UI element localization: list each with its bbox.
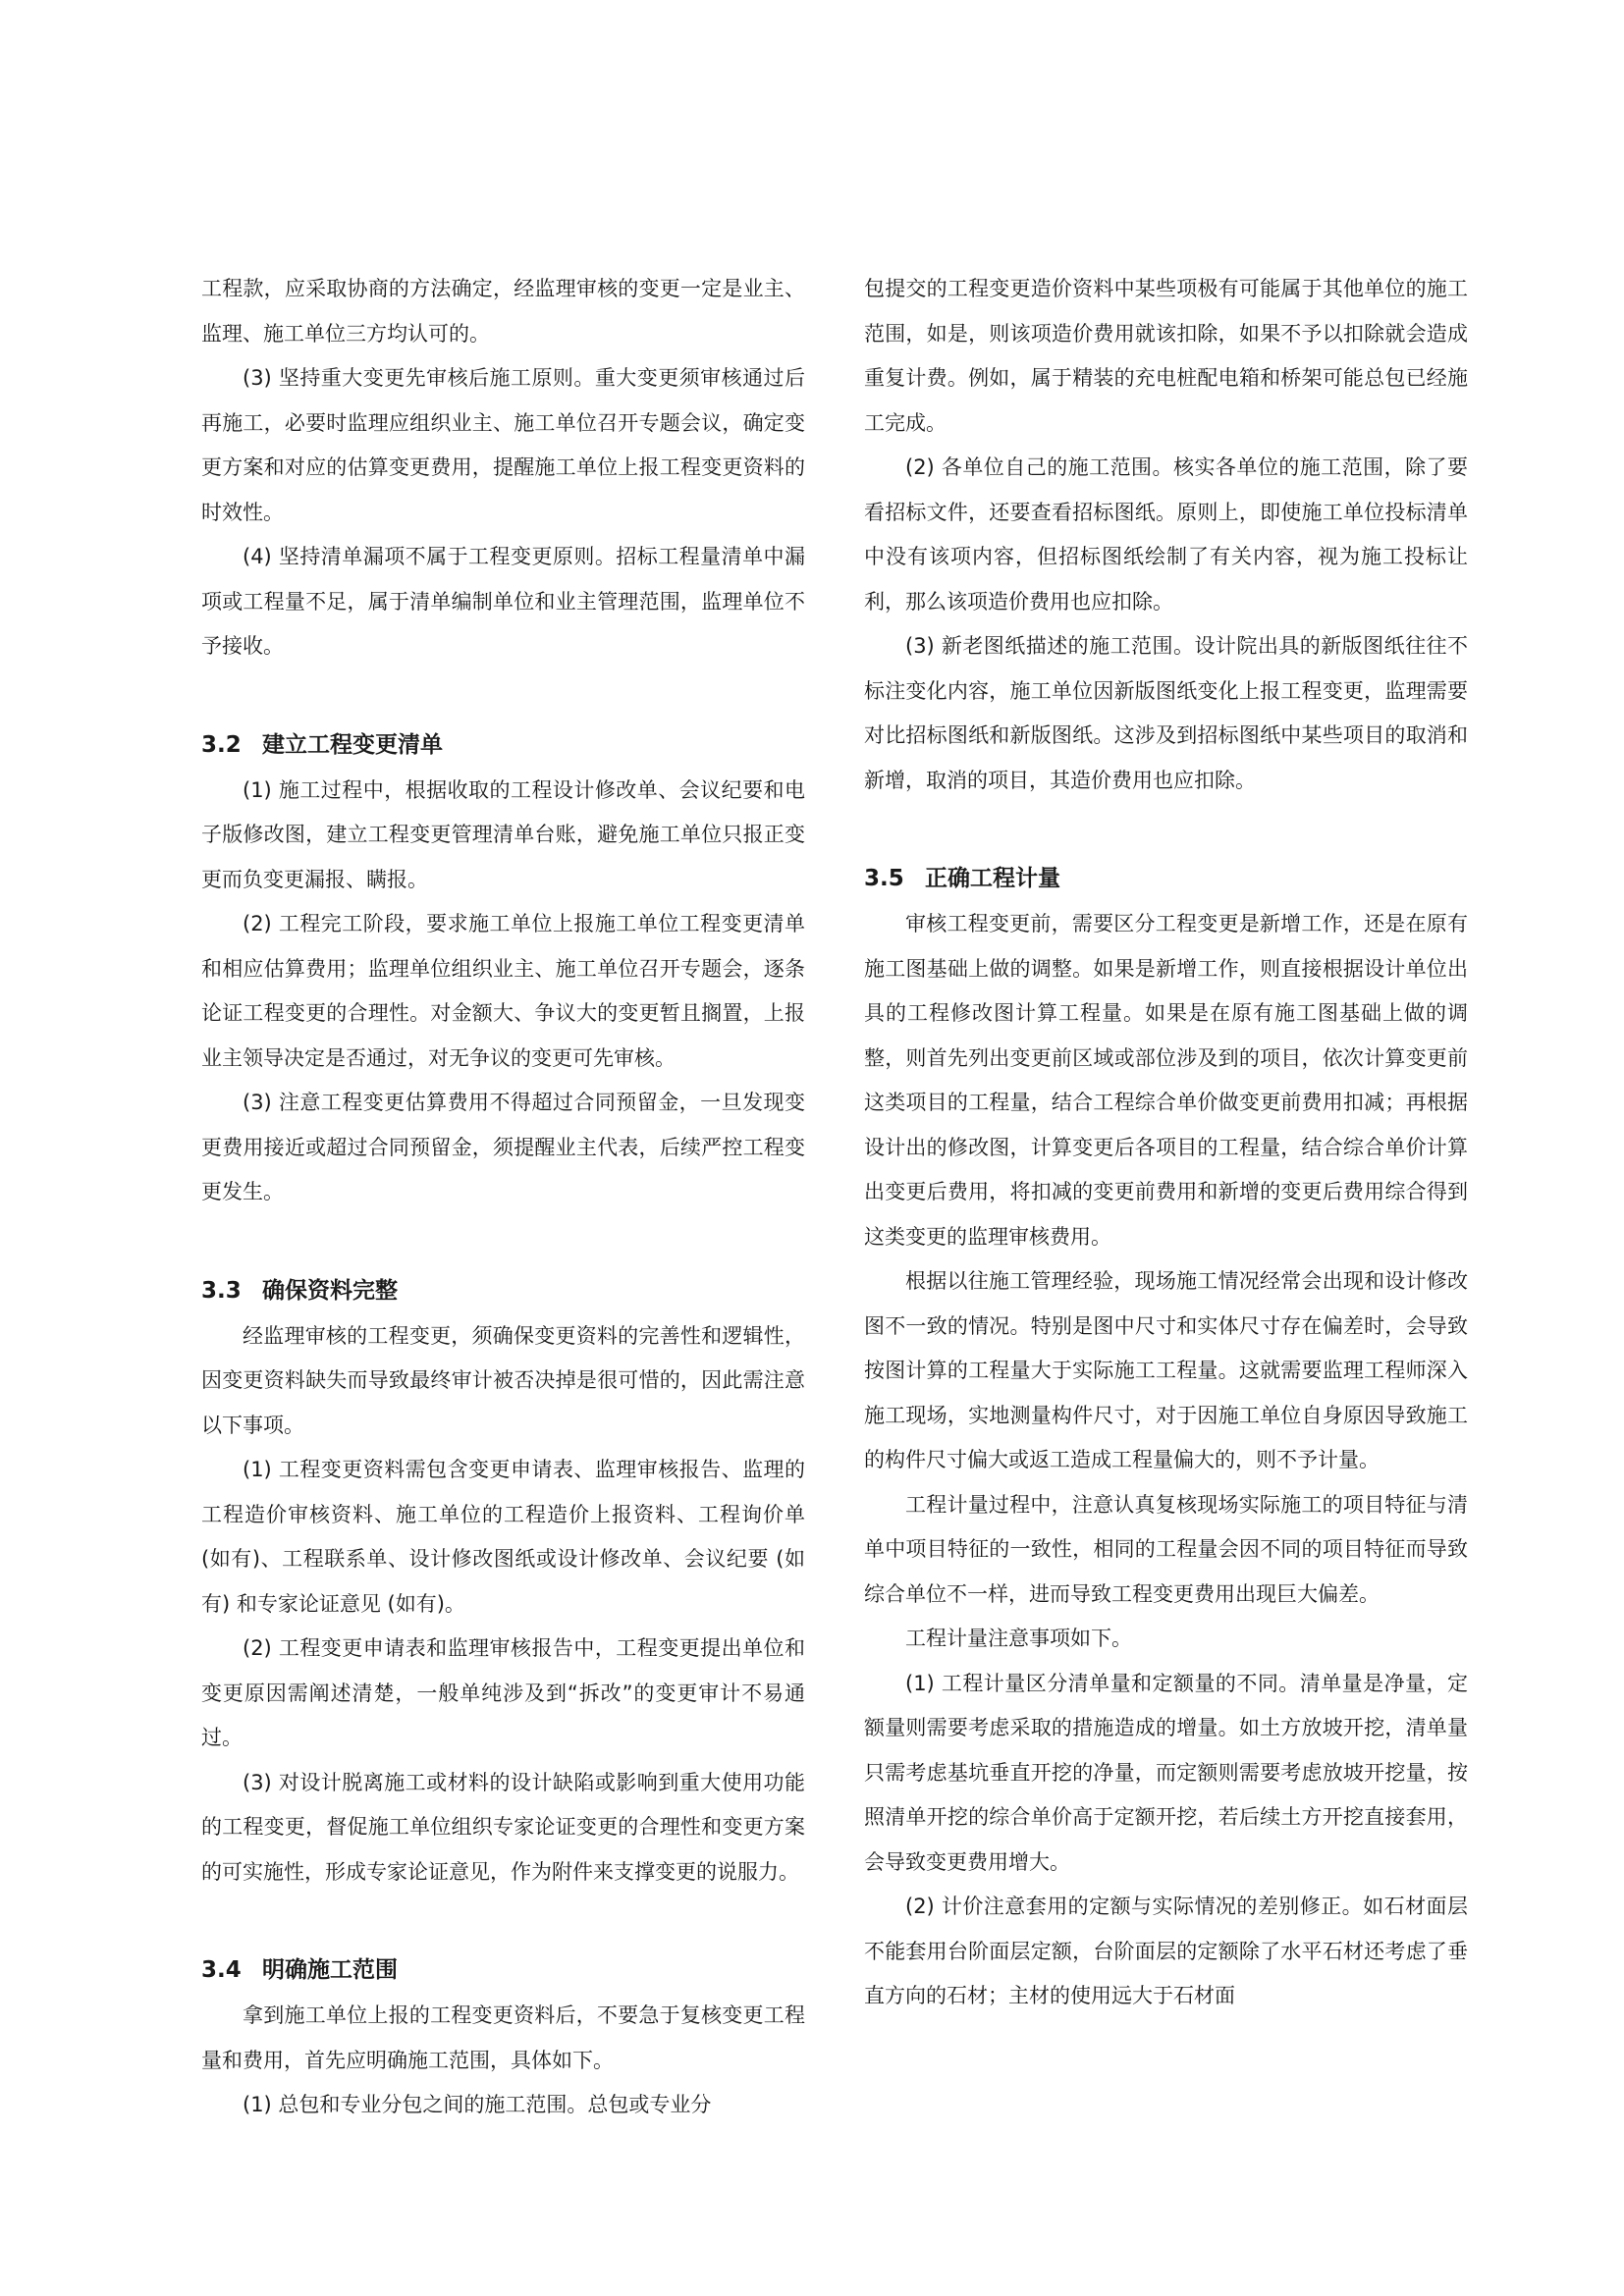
paragraph: (1) 施工过程中，根据收取的工程设计修改单、会议纪要和电子版修改图，建立工程变更管理清单台账，避免施工单位只报正变更而负变更漏报、瞒报。 xyxy=(201,777,805,891)
section-heading-3-2 xyxy=(201,721,805,769)
paragraph: 工程计量注意事项如下。 xyxy=(905,1627,1132,1650)
section-heading-3-5 xyxy=(864,855,1468,902)
section-number: 3.4 xyxy=(201,1957,242,1983)
paragraph: 工程款，应采取协商的方法确定，经监理审核的变更一定是业主、监理、施工单位三方均认可的。 xyxy=(201,277,805,346)
section-title: 明确施工范围 xyxy=(262,1957,398,1983)
paragraph: 拿到施工单位上报的工程变更资料后，不要急于复核变更工程量和费用，首先应明确施工范围，具体如下。 xyxy=(201,2003,805,2072)
paragraph: 审核工程变更前，需要区分工程变更是新增工作，还是在原有施工图基础上做的调整。如果是新增工作，则直接根据设计单位出具的工程修改图计算工程量。如果是在原有施工图基础上做的调整，则首先列出变更前区域或部位涉及到的项目，依次计算变更前这类项目的工程量，结合工程综合单价做变更前费用扣减；再根据设计出的修改图，计算变更后各项目的工程量，结合综合单价计算出变更后费用，将扣减的变更前费用和新增的变更后费用综合得到这类变更的监理审核费用。 xyxy=(864,912,1468,1249)
section-title: 建立工程变更清单 xyxy=(262,731,443,758)
paragraph: 包提交的工程变更造价资料中某些项极有可能属于其他单位的施工范围，如是，则该项造价费用就该扣除，如果不予以扣除就会造成重复计费。例如，属于精装的充电桩配电箱和桥架可能总包已经施工完成。 xyxy=(864,277,1468,435)
section-title: 正确工程计量 xyxy=(925,866,1060,891)
paragraph: (2) 各单位自己的施工范围。核实各单位的施工范围，除了要看招标文件，还要查看招标图纸。原则上，即使施工单位投标清单中没有该项内容，但招标图纸绘制了有关内容，视为施工投标让利，那么该项造价费用也应扣除。 xyxy=(864,455,1468,614)
paragraph: 工程计量过程中，注意认真复核现场实际施工的项目特征与清单中项目特征的一致性，相同的工程量会因不同的项目特征而导致综合单位不一样，进而导致工程变更费用出现巨大偏差。 xyxy=(864,1492,1468,1606)
paragraph: 经监理审核的工程变更，须确保变更资料的完善性和逻辑性，因变更资料缺失而导致最终审计被否决掉是很可惜的，因此需注意以下事项。 xyxy=(201,1323,805,1437)
paragraph: (3) 坚持重大变更先审核后施工原则。重大变更须审核通过后再施工，必要时监理应组织业主、施工单位召开专题会议，确定变更方案和对应的估算变更费用，提醒施工单位上报工程变更资料的时效性。 xyxy=(201,366,805,524)
paragraph: (3) 新老图纸描述的施工范围。设计院出具的新版图纸往往不标注变化内容，施工单位因新版图纸变化上报工程变更，监理需要对比招标图纸和新版图纸。这涉及到招标图纸中某些项目的取消和新增，取消的项目，其造价费用也应扣除。 xyxy=(864,634,1468,792)
section-heading-3-3 xyxy=(201,1267,805,1314)
right-column xyxy=(864,267,1468,2019)
paragraph: (3) 注意工程变更估算费用不得超过合同预留金，一旦发现变更费用接近或超过合同预留金，须提醒业主代表，后续严控工程变更发生。 xyxy=(201,1091,805,1203)
left-column xyxy=(201,267,805,2128)
section-title: 确保资料完整 xyxy=(262,1277,398,1304)
paragraph: (2) 工程变更申请表和监理审核报告中，工程变更提出单位和变更原因需阐述清楚，一般单纯涉及到“拆改”的变更审计不易通过。 xyxy=(201,1636,805,1749)
paragraph: (2) 工程完工阶段，要求施工单位上报施工单位工程变更清单和相应估算费用；监理单位组织业主、施工单位召开专题会，逐条论证工程变更的合理性。对金额大、争议大的变更暂且搁置，上报业主领导决定是否通过，对无争议的变更可先审核。 xyxy=(201,912,805,1070)
paragraph: (1) 总包和专业分包之间的施工范围。总包或专业分 xyxy=(243,2093,712,2116)
section-heading-3-4 xyxy=(201,1947,805,1994)
paragraph: (1) 工程变更资料需包含变更申请表、监理审核报告、监理的工程造价审核资料、施工单位的工程造价上报资料、工程询价单 (如有)、工程联系单、设计修改图纸或设计修改单、会议纪要 (如有) 和专家论证意见 (如有)。 xyxy=(201,1458,805,1616)
paragraph: (2) 计价注意套用的定额与实际情况的差别修正。如石材面层不能套用台阶面层定额，台阶面层的定额除了水平石材还考虑了垂直方向的石材；主材的使用远大于石材面 xyxy=(864,1895,1468,2007)
paragraph: 根据以往施工管理经验，现场施工情况经常会出现和设计修改图不一致的情况。特别是图中尺寸和实体尺寸存在偏差时，会导致按图计算的工程量大于实际施工工程量。这就需要监理工程师深入施工现场，实地测量构件尺寸，对于因施工单位自身原因导致施工的构件尺寸偏大或返工造成工程量偏大的，则不予计量。 xyxy=(864,1269,1468,1471)
paragraph: (4) 坚持清单漏项不属于工程变更原则。招标工程量清单中漏项或工程量不足，属于清单编制单位和业主管理范围，监理单位不予接收。 xyxy=(201,545,805,658)
paragraph: (1) 工程计量区分清单量和定额量的不同。清单量是净量，定额量则需要考虑采取的措施造成的增量。如土方放坡开挖，清单量只需考虑基坑垂直开挖的净量，而定额则需要考虑放坡开挖量，按照清单开挖的综合单价高于定额开挖，若后续土方开挖直接套用，会导致变更费用增大。 xyxy=(864,1671,1468,1874)
section-number: 3.2 xyxy=(201,731,242,758)
section-number: 3.3 xyxy=(201,1277,242,1304)
paragraph: (3) 对设计脱离施工或材料的设计缺陷或影响到重大使用功能的工程变更，督促施工单位组织专家论证变更的合理性和变更方案的可实施性，形成专家论证意见，作为附件来支撑变更的说服力。 xyxy=(201,1770,805,1884)
section-number: 3.5 xyxy=(864,866,904,891)
